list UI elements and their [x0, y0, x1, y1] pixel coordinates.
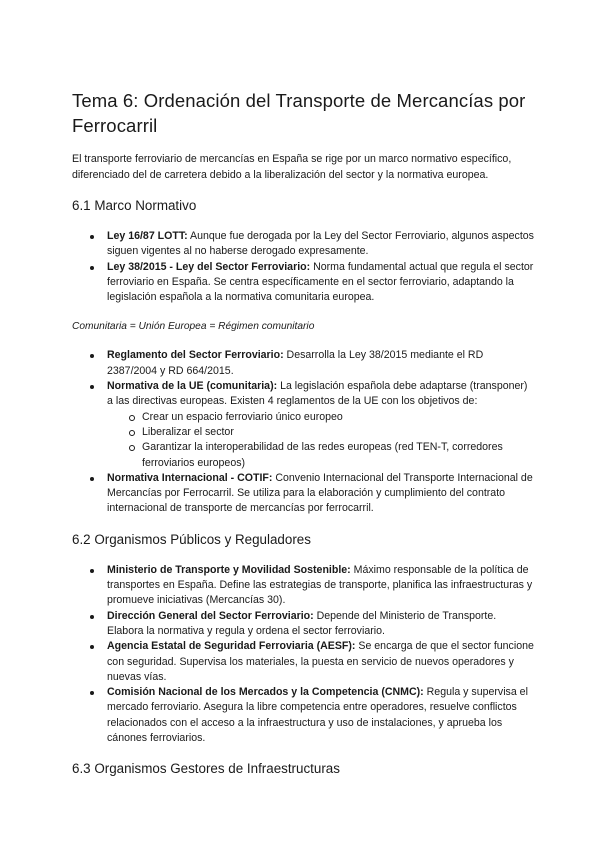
sub-list-item: Liberalizar el sector: [72, 425, 534, 440]
list-item: Ley 16/87 LOTT: Aunque fue derogada por la Ley del Sector Ferroviario, algunos aspectos siguen vigentes al no haberse derogado expresamente.: [72, 229, 534, 260]
page-title: Tema 6: Ordenación del Transporte de Mercancías por Ferrocarril: [72, 90, 526, 136]
list-item: Reglamento del Sector Ferroviario: Desarrolla la Ley 38/2015 mediante el RD 2387/2004 y RD 664/2015.: [72, 348, 534, 379]
list-item: Agencia Estatal de Seguridad Ferroviaria (AESF): Se encarga de que el sector funcione con seguridad. Supervisa los materiales, la puesta en servicio de nuevos operadores y nuevas vías.: [72, 639, 534, 685]
marco-normativo-list-b: [72, 348, 534, 516]
sub-list-item: Crear un espacio ferroviario único europeo: [72, 410, 534, 425]
list-item: Normativa de la UE (comunitaria): La legislación española debe adaptarse (transponer) a las directivas europeas. Existen 4 reglamentos de la UE con los objetivos de: Crear un espacio ferroviario único europeo Liberalizar el sector Garantizar la interoperabilidad de las redes europeas (red TEN-T, corredores ferroviarios europeos): [72, 379, 534, 471]
section-heading-gestores-infraestructuras: 6.3 Organismos Gestores de Infraestructuras: [72, 761, 340, 777]
comunitaria-note: Comunitaria = Unión Europea = Régimen comunitario: [72, 321, 315, 333]
section-heading-marco-normativo: 6.1 Marco Normativo: [72, 198, 197, 213]
marco-normativo-list-a: [72, 229, 534, 305]
list-item: Ley 38/2015 - Ley del Sector Ferroviario: Norma fundamental actual que regula el sector ferroviario en España. Se centra específicamente en el sector ferroviario, adaptando la legislación española a la normativa comunitaria europea.: [72, 260, 534, 306]
organismos-publicos-list: [72, 563, 534, 747]
section-heading-organismos-publicos: 6.2 Organismos Públicos y Reguladores: [72, 531, 311, 547]
eu-objectives-list: [107, 410, 534, 471]
list-item: Normativa Internacional - COTIF: Convenio Internacional del Transporte Internacional de Mercancías por Ferrocarril. Se utiliza para la elaboración y cumplimiento del contrato internacional de transporte de mercancías por ferrocarril.: [72, 471, 534, 517]
list-item: Dirección General del Sector Ferroviario: Depende del Ministerio de Transporte. Elabora la normativa y regula y ordena el sector ferroviario.: [72, 609, 534, 640]
document-page: [72, 88, 534, 792]
intro-paragraph: El transporte ferroviario de mercancías en España se rige por un marco normativo específico, diferenciado del de carretera debido a la liberalización del sector y la normativa europea.: [72, 153, 512, 181]
sub-list-item: Garantizar la interoperabilidad de las redes europeas (red TEN-T, corredores ferroviarios europeos): [72, 440, 534, 471]
list-item: Ministerio de Transporte y Movilidad Sostenible: Máximo responsable de la política de transportes en España. Define las estrategias de transporte, planifica las infraestructuras y promueve iniciativas (Mercancías 30).: [72, 563, 534, 609]
list-item: Comisión Nacional de los Mercados y la Competencia (CNMC): Regula y supervisa el mercado ferroviario. Asegura la libre competencia entre operadores, resuelve conflictos relacionados con el acceso a la infraestructura y uso de instalaciones, y aprueba los cánones ferroviarios.: [72, 685, 534, 746]
